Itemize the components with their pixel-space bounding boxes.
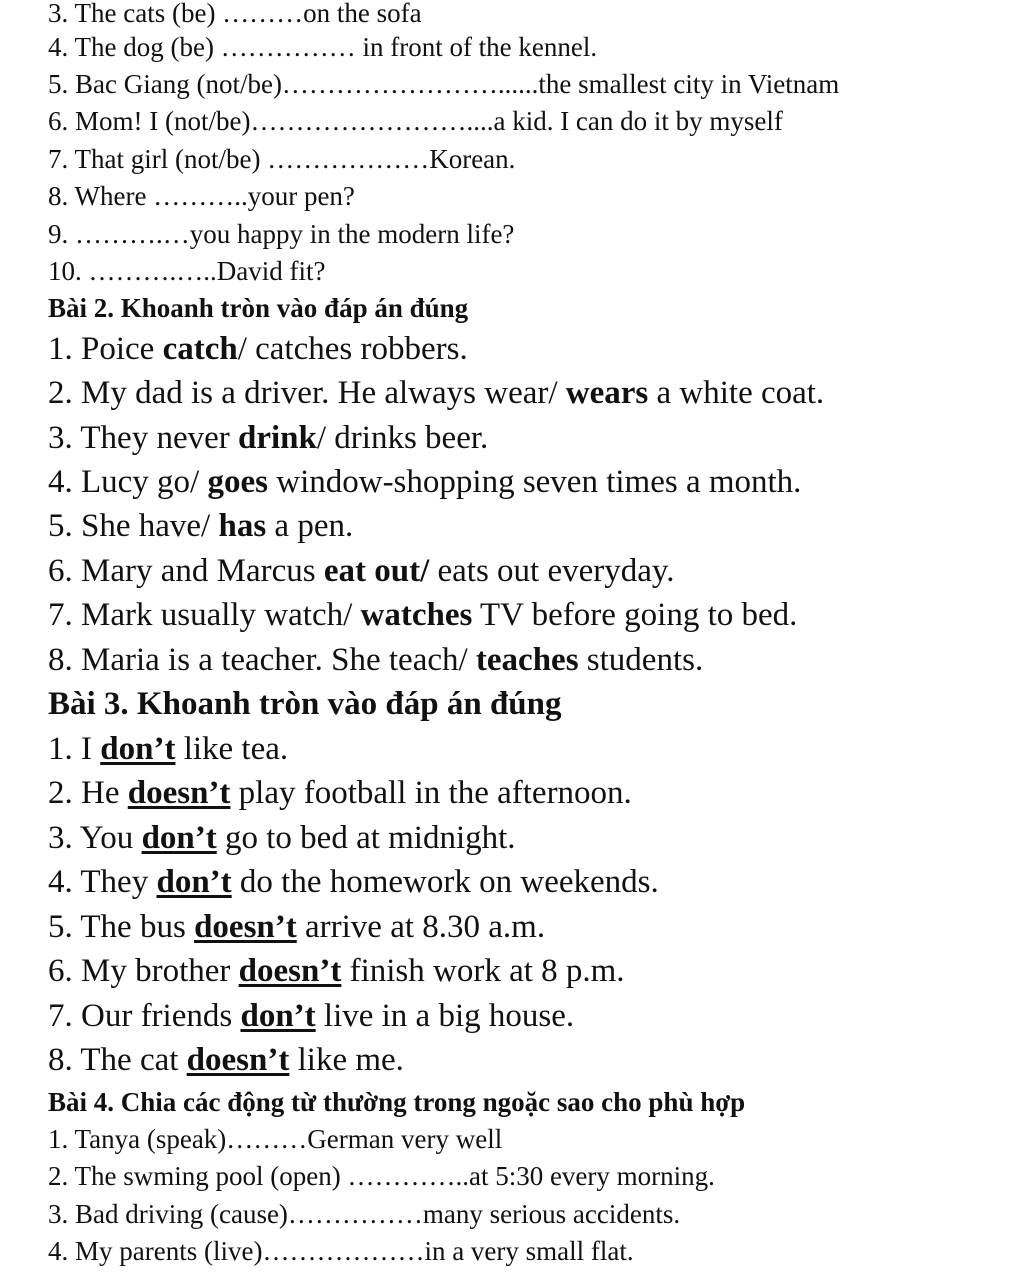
- heading-text: Bài 2. Khoanh tròn vào đáp án đúng: [48, 293, 469, 323]
- item-text: 6. Mary and Marcus: [48, 553, 324, 589]
- item-text: window-shopping seven times a month.: [267, 464, 802, 500]
- item-text: 3. You: [48, 820, 142, 856]
- item-text: 8. The cat: [48, 1042, 187, 1078]
- selected-answer: doesn’t: [238, 953, 342, 989]
- selected-answer: doesn’t: [186, 1042, 290, 1078]
- item-text: TV before going to bed.: [472, 597, 798, 633]
- line-text: 9. ……….…you happy in the modern life?: [48, 219, 515, 249]
- item-text: go to bed at midnight.: [216, 820, 516, 856]
- question-item: [48, 1044, 404, 1077]
- selected-answer: don’t: [240, 998, 316, 1034]
- selected-answer: watches: [360, 597, 473, 633]
- question-item: [48, 422, 488, 455]
- section-heading: [48, 688, 562, 721]
- item-text: 4. Lucy go/: [48, 464, 208, 500]
- selected-answer: don’t: [156, 864, 232, 900]
- exercise-line: [48, 221, 514, 248]
- line-text: 8. Where ………..your pen?: [48, 181, 355, 211]
- question-item: [48, 822, 516, 855]
- selected-answer: don’t: [141, 820, 217, 856]
- line-text: 10. ……….…..David fit?: [48, 256, 326, 286]
- exercise-line: [48, 1163, 715, 1190]
- exercise-line: [48, 258, 325, 285]
- heading-text: Bài 4. Chia các động từ thường trong ngoặc sao cho phù hợp: [48, 1087, 746, 1117]
- item-text: 2. He: [48, 775, 128, 811]
- line-text: 4. My parents (live)………………in a very small flat.: [48, 1236, 634, 1266]
- selected-answer: teaches: [475, 642, 579, 678]
- question-item: [48, 911, 545, 944]
- item-text: 5. The bus: [48, 909, 195, 945]
- line-text: 7. That girl (not/be) ………………Korean.: [48, 144, 516, 174]
- exercise-line: [48, 71, 839, 98]
- line-text: 5. Bac Giang (not/be)……………………......the smallest city in Vietnam: [48, 69, 840, 99]
- item-text: / catches robbers.: [237, 331, 468, 367]
- item-text: 2. My dad is a driver. He always wear/: [48, 375, 566, 411]
- cut-off-line: [48, 1270, 948, 1280]
- question-item: [48, 644, 703, 677]
- item-text: a white coat.: [648, 375, 825, 411]
- item-text: live in a big house.: [315, 998, 575, 1034]
- question-item: [48, 377, 824, 410]
- item-text: students.: [578, 642, 704, 678]
- item-text: like me.: [289, 1042, 404, 1078]
- selected-answer: drink: [238, 420, 317, 456]
- selected-answer: doesn’t: [194, 909, 297, 945]
- question-item: [48, 1000, 574, 1033]
- section-heading: [48, 295, 468, 322]
- item-text: 8. Maria is a teacher. She teach/: [48, 642, 476, 678]
- question-item: [48, 333, 468, 366]
- selected-answer: wears: [565, 375, 649, 411]
- heading-text: Bài 3. Khoanh tròn vào đáp án đúng: [48, 686, 562, 722]
- line-text: 3. The cats (be) ………on the sofa: [48, 0, 422, 28]
- item-text: arrive at 8.30 a.m.: [296, 909, 546, 945]
- exercise-line: [48, 1238, 634, 1265]
- question-item: [48, 510, 353, 543]
- line-text: 2. The swming pool (open) …………..at 5:30 every morning.: [48, 1161, 715, 1191]
- item-text: 5. She have/: [48, 508, 219, 544]
- selected-answer: doesn’t: [127, 775, 231, 811]
- item-text: like tea.: [175, 731, 289, 767]
- item-text: 7. Mark usually watch/: [48, 597, 361, 633]
- line-text: 6. Mom! I (not/be)……………………....a kid. I can do it by myself: [48, 106, 783, 136]
- selected-answer: don’t: [100, 731, 176, 767]
- item-text: 3. They never: [48, 420, 238, 456]
- question-item: [48, 866, 659, 899]
- selected-answer: has: [218, 508, 267, 544]
- item-text: / drinks beer.: [316, 420, 489, 456]
- item-text: do the homework on weekends.: [231, 864, 659, 900]
- item-text: play football in the afternoon.: [230, 775, 632, 811]
- item-text: finish work at 8 p.m.: [341, 953, 625, 989]
- line-text: 4. The dog (be) …………… in front of the kennel.: [48, 32, 598, 62]
- item-text: eats out everyday.: [429, 553, 675, 589]
- exercise-line: [48, 34, 597, 61]
- exercise-line: [48, 146, 515, 173]
- item-text: a pen.: [266, 508, 354, 544]
- question-item: [48, 466, 801, 499]
- question-item: [48, 599, 797, 632]
- exercise-line: [48, 1126, 502, 1153]
- exercise-line: [48, 1201, 680, 1228]
- section-heading: [48, 1089, 745, 1116]
- item-text: 7. Our friends: [48, 998, 241, 1034]
- question-item: [48, 777, 632, 810]
- line-text: 3. Bad driving (cause)……………many serious accidents.: [48, 1199, 681, 1229]
- item-text: 1. I: [48, 731, 101, 767]
- selected-answer: eat out/: [323, 553, 430, 589]
- item-text: 6. My brother: [48, 953, 239, 989]
- item-text: 4. They: [48, 864, 157, 900]
- exercise-line: [48, 108, 783, 135]
- exercise-line: [48, 0, 422, 27]
- question-item: [48, 955, 625, 988]
- question-item: [48, 555, 675, 588]
- question-item: [48, 733, 288, 766]
- exercise-line: [48, 183, 355, 210]
- selected-answer: catch: [162, 331, 238, 367]
- line-text: 1. Tanya (speak)………German very well: [48, 1124, 503, 1154]
- selected-answer: goes: [207, 464, 268, 500]
- item-text: 1. Poice: [48, 331, 163, 367]
